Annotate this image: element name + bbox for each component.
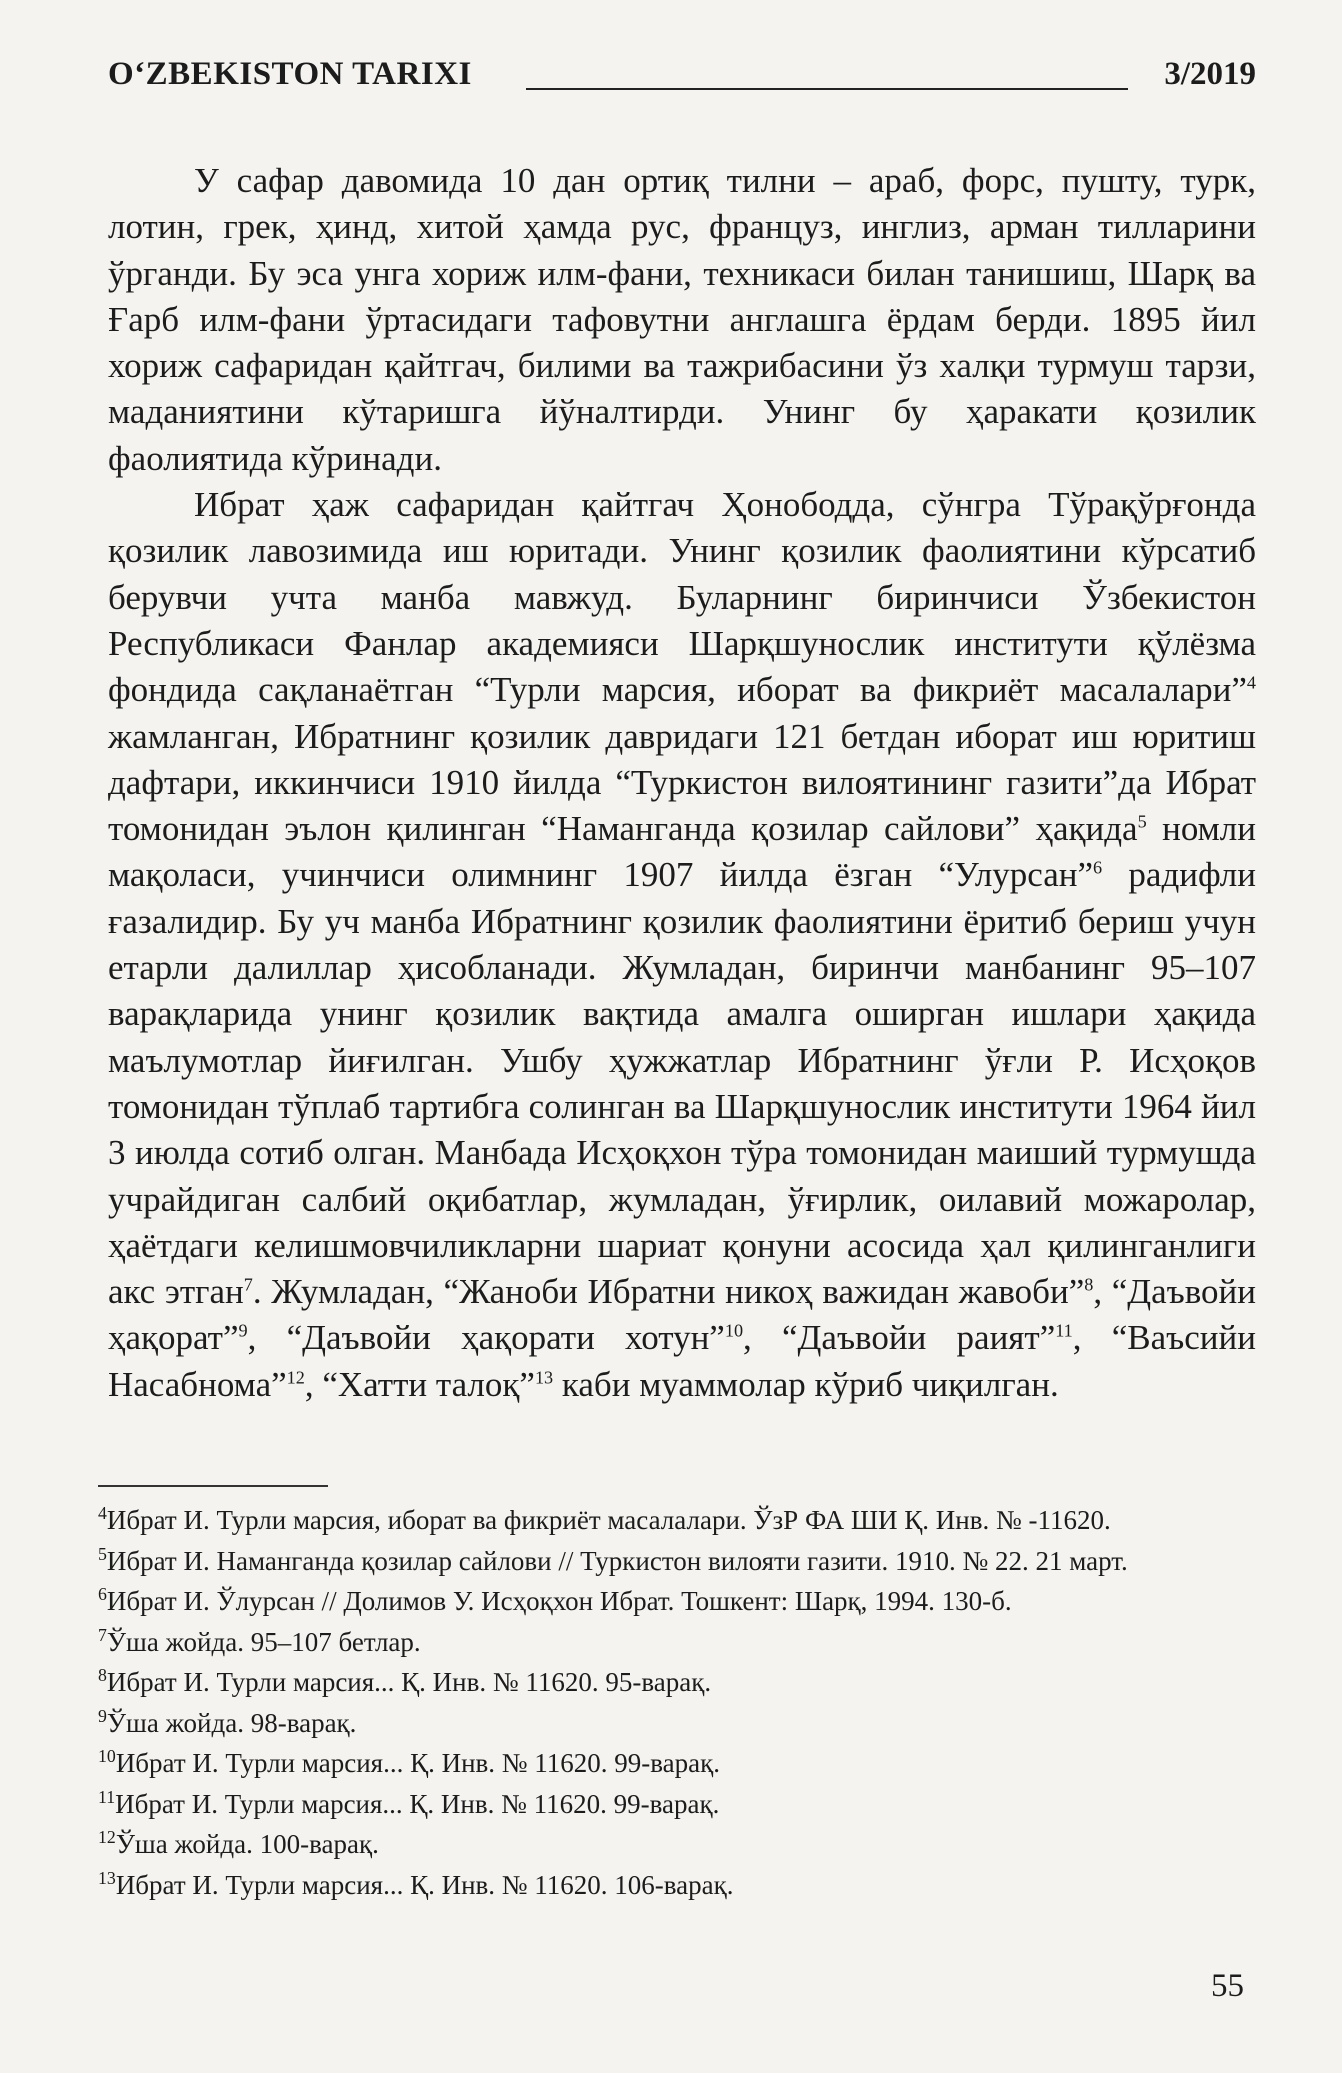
text-span: , “Даъвойи ҳақорат” bbox=[108, 1272, 1257, 1358]
page-number: 55 bbox=[1211, 1968, 1244, 2004]
footnote-text: Ибрат И. Турли марсия, иборат ва фикриёт масалалари. ЎзР ФА ШИ Қ. Инв. № -11620. bbox=[106, 1505, 1111, 1535]
footnote-text: Ибрат И. Наманганда қозилар сайлови // Туркистон вилояти газити. 1910. № 22. 21 март. bbox=[106, 1545, 1128, 1576]
footnote-11 bbox=[98, 1784, 1268, 1825]
footnote-5 bbox=[98, 1541, 1268, 1582]
footnote-text: Ибрат И. Турли марсия... Қ. Инв. № 11620. 99-варақ. bbox=[115, 1748, 721, 1778]
footnote-number: 4 bbox=[98, 1503, 107, 1523]
footnote-ref: 13 bbox=[534, 1367, 554, 1388]
footnote-text: Ибрат И. Турли марсия... Қ. Инв. № 11620. 106-варақ. bbox=[115, 1869, 734, 1900]
footnote-text: Ибрат И. Ўлурсан // Долимов У. Исҳоқхон Ибрат. Тошкент: Шарқ, 1994. 130-б. bbox=[106, 1586, 1012, 1616]
footnote-number: 10 bbox=[98, 1746, 116, 1766]
footnote-10 bbox=[98, 1743, 1268, 1784]
footnotes bbox=[98, 1500, 1268, 1905]
issue-number: 3/2019 bbox=[1164, 56, 1256, 92]
paragraph-2 bbox=[108, 482, 1256, 1408]
footnote-number: 5 bbox=[98, 1543, 107, 1564]
footnote-number: 6 bbox=[98, 1584, 107, 1604]
footnote-ref: 9 bbox=[238, 1320, 248, 1341]
text-span: , “Хатти талоқ” bbox=[304, 1364, 535, 1404]
footnote-7 bbox=[98, 1622, 1268, 1663]
footnote-ref: 4 bbox=[1246, 672, 1256, 693]
footnote-text: Ибрат И. Турли марсия... Қ. Инв. № 11620. 99-варақ. bbox=[115, 1788, 720, 1819]
text-span: , “Даъвойи ҳақорати хотун” bbox=[247, 1318, 725, 1358]
footnote-ref: 11 bbox=[1055, 1320, 1073, 1341]
footnote-ref: 7 bbox=[243, 1274, 253, 1295]
footnote-13 bbox=[98, 1865, 1268, 1906]
footnote-text: Ибрат И. Турли марсия... Қ. Инв. № 11620. 95-варақ. bbox=[106, 1667, 712, 1697]
text-span: Ибрат ҳаж сафаридан қайтгач Ҳонободда, сўнгра Тўрақўрғонда қозилик лавозимида иш юритади. Унинг қозилик фаолиятини кўрсатиб берувчи учта манба мавжуд. Буларнинг биринчиси Ўзбекистон Республикаси Фанлар академияси Шарқшунослик институти қўлёзма фондида сақланаётган “Турли марсия, иборат ва фикриёт масалалари” bbox=[108, 485, 1256, 710]
main-text bbox=[108, 158, 1256, 1408]
footnote-number: 12 bbox=[98, 1827, 116, 1847]
footnote-text: Ўша жойда. 95–107 бетлар. bbox=[106, 1626, 421, 1657]
footnote-9 bbox=[98, 1703, 1268, 1744]
footnote-ref: 10 bbox=[724, 1320, 744, 1341]
footnote-text: Ўша жойда. 100-варақ. bbox=[115, 1829, 379, 1859]
footnote-ref: 8 bbox=[1084, 1274, 1094, 1295]
footnote-ref: 5 bbox=[1137, 811, 1147, 832]
text-span: радифли ғазалидир. Бу уч манба Ибратнинг қозилик фаолиятини ёритиб бериш учун етарли далиллар ҳисобланади. Жумладан, биринчи манбанинг 95–107 варақларида унинг қозилик вақтида амалга оширган ишлари ҳақида маълумотлар йиғилган. Ушбу ҳужжатлар Ибратнинг ўғли Р. Исҳоқов томонидан тўплаб тартибга солинган ва Шарқшунослик институти 1964 йил 3 июлда сотиб олган. Манбада Исҳоқхон тўра томонидан маиший турмушда учрайдиган салбий оқибатлар, жумладан, ўғирлик, оилавий можаролар, ҳаётдаги келишмовчиликларни шариат қонуни асосида ҳал қилинганлиги акс этган bbox=[108, 855, 1256, 1312]
footnote-number: 11 bbox=[98, 1786, 116, 1807]
text-span: , “Даъвойи раият” bbox=[743, 1318, 1056, 1358]
footnote-number: 7 bbox=[98, 1624, 107, 1645]
footnote-12 bbox=[98, 1824, 1268, 1865]
footnote-6 bbox=[98, 1581, 1268, 1622]
footnote-ref: 12 bbox=[286, 1367, 305, 1388]
footnote-number: 8 bbox=[98, 1665, 107, 1685]
footnote-8 bbox=[98, 1662, 1268, 1703]
text-span: , “Ваъсийи Насабнома” bbox=[108, 1318, 1256, 1404]
journal-title: O‘ZBEKISTON TARIXI bbox=[108, 56, 472, 92]
footnote-number: 13 bbox=[98, 1867, 116, 1888]
running-header bbox=[108, 52, 1256, 98]
text-span: жамланган, Ибратнинг қозилик давридаги 121 бетдан иборат иш юритиш дафтари, иккинчиси 1910 йилда “Туркистон вилоятининг газити”да Ибрат томонидан эълон қилинган “Наманганда қозилар сайлови” ҳақида bbox=[108, 716, 1256, 849]
footnote-ref: 6 bbox=[1093, 857, 1103, 878]
paragraph-1: У сафар давомида 10 дан ортиқ тилни – араб, форс, пушту, турк, лотин, грек, ҳинд, хитой ҳамда рус, француз, инглиз, арман тилларини ўрганди. Бу эса унга хориж илм-фани, техникаси билан танишиш, Шарқ ва Ғарб илм-фани ўртасидаги тафовутни англашга ёрдам берди. 1895 йил хориж сафаридан қайтгач, билими ва тажрибасини ўз халқи турмуш тарзи, маданиятини кўтаришга йўналтирди. Унинг бу ҳаракати қозилик фаолиятида кўринади. bbox=[108, 161, 1256, 478]
footnote-separator bbox=[98, 1485, 328, 1487]
text-span: номли мақоласи, учинчиси олимнинг 1907 йилда ёзган “Улурсан” bbox=[108, 809, 1256, 895]
text-span: каби муаммолар кўриб чиқилган. bbox=[553, 1364, 1059, 1404]
text-span: . Жумладан, “Жаноби Ибратни никоҳ важидан жавоби” bbox=[252, 1272, 1085, 1312]
footnote-number: 9 bbox=[98, 1705, 107, 1726]
footnote-text: Ўша жойда. 98-варақ. bbox=[106, 1707, 357, 1738]
footnote-4 bbox=[98, 1500, 1268, 1541]
header-rule bbox=[526, 88, 1128, 90]
